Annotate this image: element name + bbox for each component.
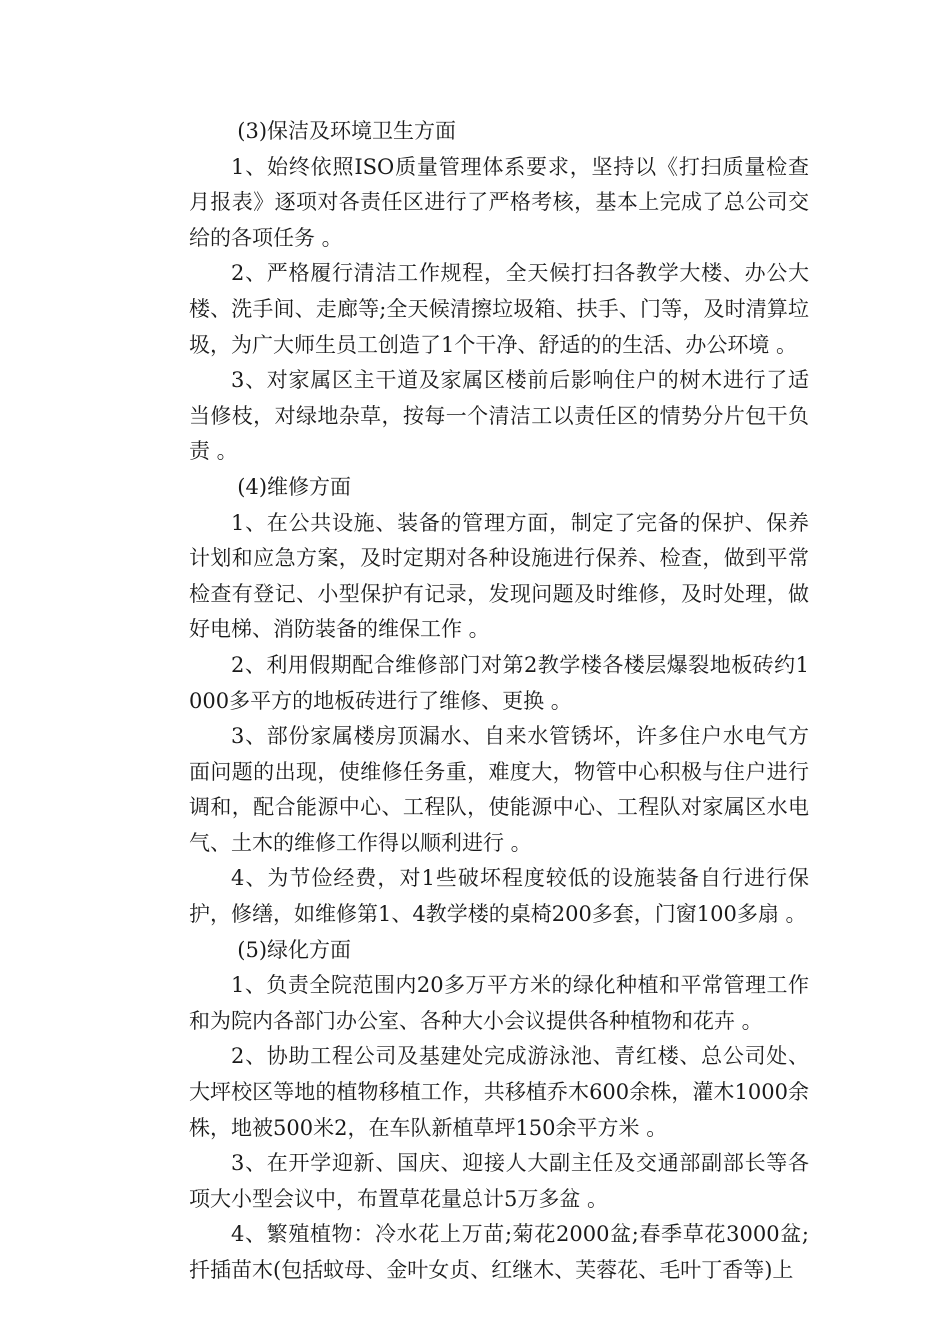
paragraph-maintenance-1: 1、在公共设施、装备的管理方面，制定了完备的保护、保养计划和应急方案，及时定期对各种设施进行保养、检查，做到平常检查有登记、小型保护有记录，发现问题及时维修，及时处理，做好电梯、消防装备的维保工作 。 xyxy=(189,510,809,642)
section-heading-cleaning: (3)保洁及环境卫生方面 xyxy=(237,119,457,143)
paragraph-greening-3: 3、在开学迎新、国庆、迎接人大副主任及交通部副部长等各项大小型会议中，布置草花量总计5万多盆 。 xyxy=(189,1151,809,1211)
paragraph-greening-2: 2、协助工程公司及基建处完成游泳池、青红楼、总公司处、大坪校区等地的植物移植工作，共移植乔木600余株，灌木1000余株，地被500米2，在车队新植草坪150余平方米 。 xyxy=(189,1044,809,1140)
paragraph-cleaning-3: 3、对家属区主干道及家属区楼前后影响住户的树木进行了适当修枝，对绿地杂草，按每一个清洁工以责任区的情势分片包干负责 。 xyxy=(189,368,809,464)
section-heading-greening: (5)绿化方面 xyxy=(237,937,352,962)
document-body xyxy=(189,114,809,1289)
paragraph-maintenance-4: 4、为节俭经费，对1些破坏程度较低的设施装备自行进行保护，修缮，如维修第1、4教学楼的桌椅200多套，门窗100多扇 。 xyxy=(189,866,809,927)
paragraph-greening-4: 4、繁殖植物：冷水花上万苗;菊花2000盆;春季草花3000盆;扦插苗木(包括蚊母、金叶女贞、红继木、芙蓉花、毛叶丁香等)上 xyxy=(189,1222,809,1282)
section-heading-maintenance: (4)维修方面 xyxy=(237,474,352,499)
paragraph-maintenance-2: 2、利用假期配合维修部门对第2教学楼各楼层爆裂地板砖约1000多平方的地板砖进行了维修、更换 。 xyxy=(189,652,809,713)
paragraph-greening-1: 1、负责全院范围内20多万平方米的绿化种植和平常管理工作和为院内各部门办公室、各种大小会议提供各种植物和花卉 。 xyxy=(189,973,809,1033)
paragraph-cleaning-1: 1、始终依照ISO质量管理体系要求，坚持以《打扫质量检查月报表》逐项对各责任区进行了严格考核，基本上完成了总公司交给的各项任务 。 xyxy=(189,154,809,250)
paragraph-maintenance-3: 3、部份家属楼房顶漏水、自来水管锈坏，许多住户水电气方面问题的出现，使维修任务重，难度大，物管中心积极与住户进行调和，配合能源中心、工程队，使能源中心、工程队对家属区水电气、土木的维修工作得以顺利进行 。 xyxy=(189,724,809,855)
paragraph-cleaning-2: 2、严格履行清洁工作规程，全天候打扫各教学大楼、办公大楼、洗手间、走廊等;全天候清擦垃圾箱、扶手、门等，及时清算垃圾，为广大师生员工创造了1个干净、舒适的的生活、办公环境 。 xyxy=(189,261,809,357)
